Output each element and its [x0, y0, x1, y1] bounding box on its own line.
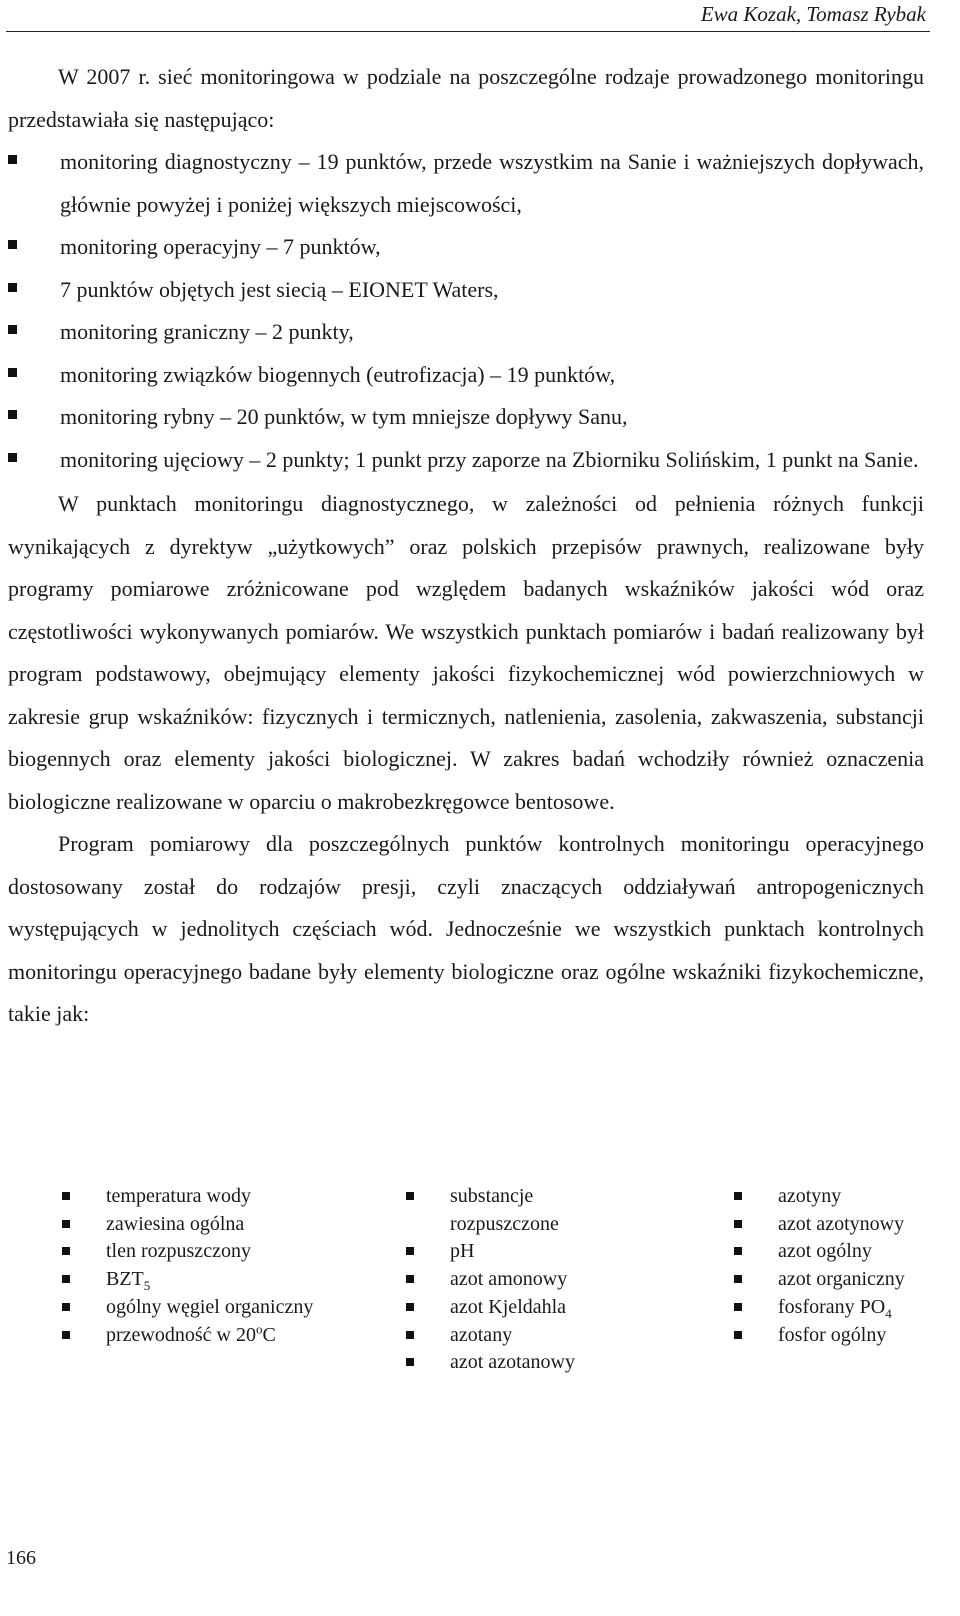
degree-superscript: o — [255, 1320, 263, 1336]
operational-paragraph: Program pomiarowy dla poszczególnych punktów kontrolnych monitoringu operacyjnego dostosowany został do rodzajów presji, czyli znaczących oddziaływań antropogenicznych występujących w jednolitych częściach wód. Jednocześnie we wszystkich punktach kontrolnych monitoringu operacyjnego badane były elementy biologiczne oraz ogólne wskaźniki fizykochemiczne, takie jak: — [8, 831, 924, 1026]
list-item: substancje rozpuszczone — [406, 1183, 646, 1238]
list-item: azot azotynowy — [734, 1211, 924, 1239]
list-item: azot azotanowy — [406, 1349, 646, 1377]
phosphates-subscript: 4 — [885, 1305, 892, 1321]
indicators-column-2 — [406, 1183, 646, 1377]
conductivity-unit: C — [262, 1323, 276, 1346]
list-item: monitoring rybny – 20 punktów, w tym mniejsze dopływy Sanu, — [8, 396, 924, 439]
conductivity-label: przewodność w 20 — [106, 1323, 256, 1346]
list-item: monitoring ujęciowy – 2 punkty; 1 punkt przy zaporze na Zbiorniku Solińskim, 1 punkt na Sanie. — [8, 439, 924, 482]
list-item: azot Kjeldahla — [406, 1294, 646, 1322]
list-item: fosfor ogólny — [734, 1322, 924, 1350]
indicators-column-1 — [62, 1183, 332, 1349]
list-item: monitoring graniczny – 2 punkty, — [8, 311, 924, 354]
bzt-subscript: 5 — [143, 1278, 151, 1294]
intro-paragraph: W 2007 r. sieć monitoringowa w podziale na poszczególne rodzaje prowadzonego monitoringu przedstawiała się następująco: — [8, 64, 924, 132]
list-item: azotany — [406, 1322, 646, 1350]
page-number: 166 — [6, 1547, 36, 1569]
running-header: Ewa Kozak, Tomasz Rybak — [700, 2, 926, 26]
list-item: azot organiczny — [734, 1266, 924, 1294]
list-item: monitoring diagnostyczny – 19 punktów, przede wszystkim na Sanie i ważniejszych dopływach, głównie powyżej i poniżej większych miejscowości, — [8, 141, 924, 226]
list-item — [734, 1294, 924, 1322]
list-item: tlen rozpuszczony — [62, 1238, 332, 1266]
header-divider — [6, 31, 930, 32]
list-item — [62, 1322, 332, 1350]
bzt-label: BZT — [106, 1268, 144, 1291]
list-item — [62, 1266, 332, 1294]
phosphates-label: fosforany PO — [778, 1295, 886, 1318]
list-item: azot ogólny — [734, 1238, 924, 1266]
list-item: temperatura wody — [62, 1183, 332, 1211]
page-body — [8, 56, 924, 1036]
list-item: azot amonowy — [406, 1266, 646, 1294]
list-item: pH — [406, 1238, 646, 1266]
list-item: azotyny — [734, 1183, 924, 1211]
list-item: ogólny węgiel organiczny — [62, 1294, 332, 1322]
list-item: monitoring związków biogennych (eutrofizacja) – 19 punktów, — [8, 354, 924, 397]
monitoring-types-list — [8, 141, 924, 481]
indicators-column-3 — [734, 1183, 924, 1349]
list-item: monitoring operacyjny – 7 punktów, — [8, 226, 924, 269]
list-item: 7 punktów objętych jest siecią – EIONET Waters, — [8, 269, 924, 312]
list-item: zawiesina ogólna — [62, 1211, 332, 1239]
diagnostic-paragraph: W punktach monitoringu diagnostycznego, w zależności od pełnienia różnych funkcji wynikających z dyrektyw „użytkowych” oraz polskich przepisów prawnych, realizowane były programy pomiarowe zróżnicowane pod względem badanych wskaźników jakości wód oraz częstotliwości wykonywanych pomiarów. We wszystkich punktach pomiarów i badań realizowany był program podstawowy, obejmujący elementy jakości fizykochemicznej wód powierzchniowych w zakresie grup wskaźników: fizycznych i termicznych, natlenienia, zasolenia, zakwaszenia, substancji biogennych oraz elementy jakości biologicznej. W zakres badań wchodziły również oznaczenia biologiczne realizowane w oparciu o makrobezkręgowce bentosowe. — [8, 491, 924, 814]
